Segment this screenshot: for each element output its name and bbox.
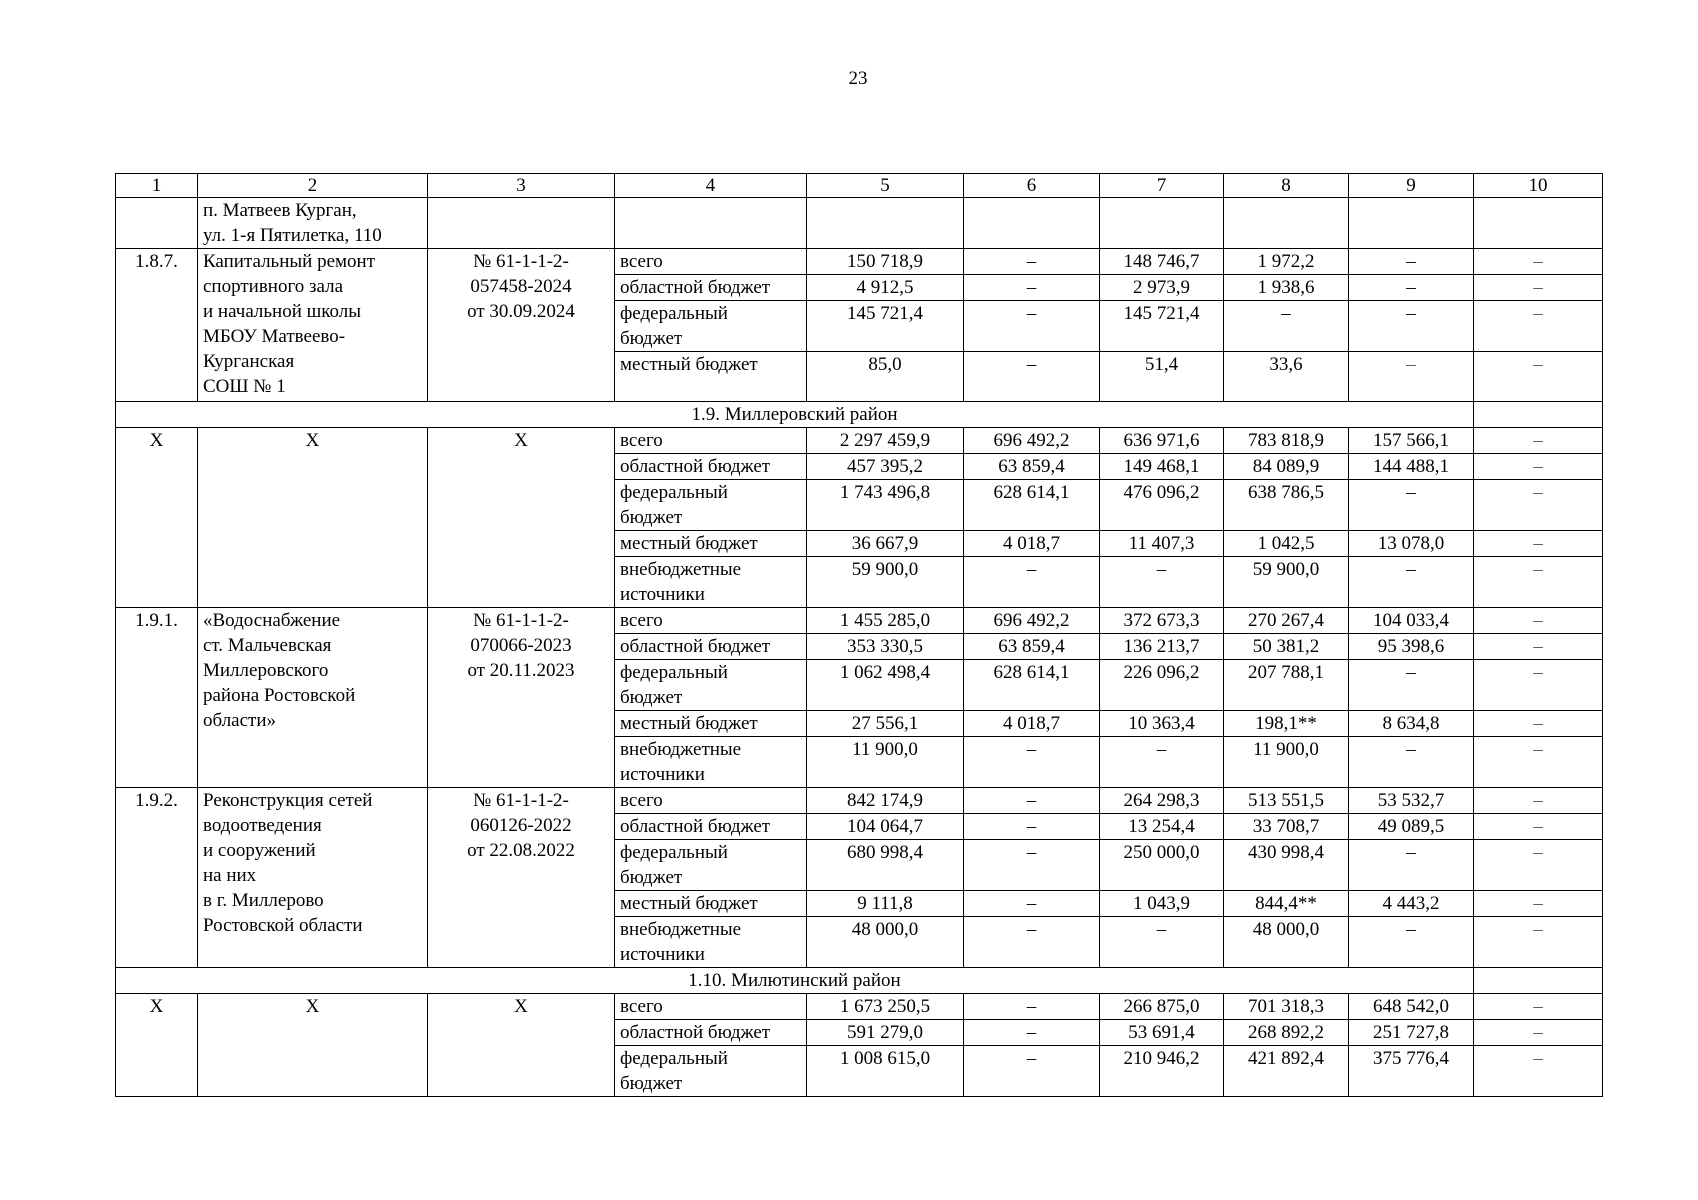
amount-cell-col-5: 48 000,0 — [807, 917, 964, 968]
empty-cell — [1474, 968, 1603, 994]
amount-cell-col-10: – — [1474, 737, 1603, 788]
amount-cell-col-9: 375 776,4 — [1349, 1046, 1474, 1097]
funding-source-label: всего — [615, 428, 807, 454]
amount-cell-col-8: 11 900,0 — [1224, 737, 1349, 788]
funding-source-label: федеральный бюджет — [615, 480, 807, 531]
amount-cell-col-5: 842 174,9 — [807, 788, 964, 814]
empty-cell — [1474, 198, 1603, 249]
amount-cell-col-7: 636 971,6 — [1100, 428, 1224, 454]
amount-cell-col-7: 2 973,9 — [1100, 275, 1224, 301]
amount-cell-col-7: 266 875,0 — [1100, 994, 1224, 1020]
amount-cell-col-7: 250 000,0 — [1100, 840, 1224, 891]
object-number-cell: 1.9.2. — [116, 788, 198, 968]
funding-source-label: местный бюджет — [615, 711, 807, 737]
amount-cell-col-8: 59 900,0 — [1224, 557, 1349, 608]
amount-cell-col-10: – — [1474, 608, 1603, 634]
amount-cell-col-10: – — [1474, 454, 1603, 480]
column-number-7: 7 — [1100, 174, 1224, 198]
amount-cell-col-10: – — [1474, 352, 1603, 402]
empty-cell — [964, 198, 1100, 249]
column-number-row — [116, 174, 1603, 198]
funding-table — [115, 173, 1603, 1097]
document-ref-cell: Х — [428, 994, 615, 1097]
funding-source-label: внебюджетные источники — [615, 557, 807, 608]
amount-cell-col-9: – — [1349, 249, 1474, 275]
amount-cell-col-8: 84 089,9 — [1224, 454, 1349, 480]
amount-cell-col-5: 1 743 496,8 — [807, 480, 964, 531]
amount-cell-col-10: – — [1474, 891, 1603, 917]
amount-cell-col-7: – — [1100, 737, 1224, 788]
amount-cell-col-10: – — [1474, 711, 1603, 737]
object-number-cell: Х — [116, 428, 198, 608]
funding-source-label: внебюджетные источники — [615, 737, 807, 788]
amount-cell-col-5: 59 900,0 — [807, 557, 964, 608]
amount-cell-col-10: – — [1474, 634, 1603, 660]
amount-cell-col-10: – — [1474, 660, 1603, 711]
empty-cell — [1349, 198, 1474, 249]
amount-cell-col-6: 63 859,4 — [964, 454, 1100, 480]
section-title: 1.10. Милютинский район — [116, 968, 1474, 994]
funding-source-label: местный бюджет — [615, 531, 807, 557]
amount-cell-col-6: – — [964, 1020, 1100, 1046]
amount-cell-col-9: 104 033,4 — [1349, 608, 1474, 634]
amount-cell-col-7: 226 096,2 — [1100, 660, 1224, 711]
amount-cell-col-6: – — [964, 275, 1100, 301]
empty-cell — [1100, 198, 1224, 249]
funding-source-label: областной бюджет — [615, 634, 807, 660]
amount-cell-col-8: 844,4** — [1224, 891, 1349, 917]
amount-cell-col-10: – — [1474, 275, 1603, 301]
amount-cell-col-5: 1 062 498,4 — [807, 660, 964, 711]
object-number-cell: Х — [116, 994, 198, 1097]
amount-cell-col-5: 2 297 459,9 — [807, 428, 964, 454]
object-name-cell: п. Матвеев Курган, ул. 1-я Пятилетка, 110 — [198, 198, 428, 249]
amount-cell-col-5: 591 279,0 — [807, 1020, 964, 1046]
amount-cell-col-9: – — [1349, 737, 1474, 788]
amount-cell-col-5: 4 912,5 — [807, 275, 964, 301]
amount-cell-col-5: 145 721,4 — [807, 301, 964, 352]
amount-cell-col-7: 136 213,7 — [1100, 634, 1224, 660]
amount-cell-col-9: – — [1349, 917, 1474, 968]
column-number-1: 1 — [116, 174, 198, 198]
amount-cell-col-9: 95 398,6 — [1349, 634, 1474, 660]
amount-cell-col-7: 10 363,4 — [1100, 711, 1224, 737]
empty-cell — [1474, 402, 1603, 428]
amount-cell-col-10: – — [1474, 917, 1603, 968]
amount-cell-col-5: 1 673 250,5 — [807, 994, 964, 1020]
amount-cell-col-5: 27 556,1 — [807, 711, 964, 737]
object-number-cell: 1.9.1. — [116, 608, 198, 788]
amount-cell-col-10: – — [1474, 1020, 1603, 1046]
amount-cell-col-8: 638 786,5 — [1224, 480, 1349, 531]
amount-cell-col-9: – — [1349, 480, 1474, 531]
amount-cell-col-10: – — [1474, 249, 1603, 275]
amount-cell-col-8: 268 892,2 — [1224, 1020, 1349, 1046]
amount-cell-col-7: 476 096,2 — [1100, 480, 1224, 531]
section-header-row — [116, 968, 1603, 994]
amount-cell-col-9: 4 443,2 — [1349, 891, 1474, 917]
amount-cell-col-7: 53 691,4 — [1100, 1020, 1224, 1046]
amount-cell-col-6: – — [964, 840, 1100, 891]
funding-row — [116, 994, 1603, 1020]
amount-cell-col-6: 696 492,2 — [964, 608, 1100, 634]
amount-cell-col-6: 628 614,1 — [964, 480, 1100, 531]
amount-cell-col-5: 353 330,5 — [807, 634, 964, 660]
document-ref-cell: № 61-1-1-2- 060126-2022 от 22.08.2022 — [428, 788, 615, 968]
amount-cell-col-7: – — [1100, 917, 1224, 968]
funding-source-label: всего — [615, 249, 807, 275]
amount-cell-col-5: 457 395,2 — [807, 454, 964, 480]
amount-cell-col-6: 628 614,1 — [964, 660, 1100, 711]
column-number-3: 3 — [428, 174, 615, 198]
amount-cell-col-10: – — [1474, 1046, 1603, 1097]
amount-cell-col-8: 513 551,5 — [1224, 788, 1349, 814]
amount-cell-col-8: 783 818,9 — [1224, 428, 1349, 454]
amount-cell-col-10: – — [1474, 557, 1603, 608]
amount-cell-col-8: 421 892,4 — [1224, 1046, 1349, 1097]
section-header-row — [116, 402, 1603, 428]
amount-cell-col-8: 1 972,2 — [1224, 249, 1349, 275]
page-number: 23 — [848, 68, 868, 89]
funding-source-label: местный бюджет — [615, 352, 807, 402]
funding-source-label: внебюджетные источники — [615, 917, 807, 968]
amount-cell-col-6: – — [964, 557, 1100, 608]
amount-cell-col-5: 85,0 — [807, 352, 964, 402]
continuation-row — [116, 198, 1603, 249]
amount-cell-col-5: 1 455 285,0 — [807, 608, 964, 634]
amount-cell-col-7: 210 946,2 — [1100, 1046, 1224, 1097]
amount-cell-col-8: 701 318,3 — [1224, 994, 1349, 1020]
amount-cell-col-8: – — [1224, 301, 1349, 352]
amount-cell-col-5: 1 008 615,0 — [807, 1046, 964, 1097]
amount-cell-col-9: 53 532,7 — [1349, 788, 1474, 814]
column-number-5: 5 — [807, 174, 964, 198]
object-name-cell: Х — [198, 428, 428, 608]
amount-cell-col-6: – — [964, 301, 1100, 352]
amount-cell-col-9: – — [1349, 301, 1474, 352]
column-number-9: 9 — [1349, 174, 1474, 198]
amount-cell-col-7: 13 254,4 — [1100, 814, 1224, 840]
column-number-4: 4 — [615, 174, 807, 198]
amount-cell-col-6: – — [964, 814, 1100, 840]
amount-cell-col-9: 251 727,8 — [1349, 1020, 1474, 1046]
amount-cell-col-6: – — [964, 788, 1100, 814]
amount-cell-col-5: 36 667,9 — [807, 531, 964, 557]
amount-cell-col-10: – — [1474, 531, 1603, 557]
amount-cell-col-7: 372 673,3 — [1100, 608, 1224, 634]
amount-cell-col-6: – — [964, 994, 1100, 1020]
amount-cell-col-7: 149 468,1 — [1100, 454, 1224, 480]
amount-cell-col-9: 648 542,0 — [1349, 994, 1474, 1020]
amount-cell-col-6: – — [964, 249, 1100, 275]
amount-cell-col-6: – — [964, 917, 1100, 968]
amount-cell-col-7: 148 746,7 — [1100, 249, 1224, 275]
amount-cell-col-10: – — [1474, 840, 1603, 891]
amount-cell-col-9: – — [1349, 840, 1474, 891]
amount-cell-col-10: – — [1474, 480, 1603, 531]
funding-source-label: федеральный бюджет — [615, 840, 807, 891]
amount-cell-col-9: 8 634,8 — [1349, 711, 1474, 737]
amount-cell-col-8: 1 938,6 — [1224, 275, 1349, 301]
funding-source-label: федеральный бюджет — [615, 301, 807, 352]
amount-cell-col-8: 1 042,5 — [1224, 531, 1349, 557]
amount-cell-col-7: 11 407,3 — [1100, 531, 1224, 557]
object-name-cell: Х — [198, 994, 428, 1097]
document-ref-cell: № 61-1-1-2- 057458-2024 от 30.09.2024 — [428, 249, 615, 402]
funding-source-label: всего — [615, 788, 807, 814]
amount-cell-col-5: 104 064,7 — [807, 814, 964, 840]
amount-cell-col-5: 680 998,4 — [807, 840, 964, 891]
amount-cell-col-10: – — [1474, 301, 1603, 352]
funding-source-label: областной бюджет — [615, 814, 807, 840]
column-number-6: 6 — [964, 174, 1100, 198]
amount-cell-col-9: – — [1349, 557, 1474, 608]
funding-source-label: федеральный бюджет — [615, 660, 807, 711]
amount-cell-col-7: 145 721,4 — [1100, 301, 1224, 352]
amount-cell-col-8: 430 998,4 — [1224, 840, 1349, 891]
empty-cell — [428, 198, 615, 249]
column-number-8: 8 — [1224, 174, 1349, 198]
amount-cell-col-9: 144 488,1 — [1349, 454, 1474, 480]
amount-cell-col-8: 48 000,0 — [1224, 917, 1349, 968]
amount-cell-col-7: 1 043,9 — [1100, 891, 1224, 917]
amount-cell-col-9: – — [1349, 275, 1474, 301]
amount-cell-col-10: – — [1474, 788, 1603, 814]
amount-cell-col-6: – — [964, 737, 1100, 788]
amount-cell-col-8: 270 267,4 — [1224, 608, 1349, 634]
amount-cell-col-8: 50 381,2 — [1224, 634, 1349, 660]
funding-row — [116, 608, 1603, 634]
funding-source-label: местный бюджет — [615, 891, 807, 917]
amount-cell-col-6: – — [964, 1046, 1100, 1097]
amount-cell-col-6: 63 859,4 — [964, 634, 1100, 660]
table-body — [116, 174, 1603, 1097]
amount-cell-col-5: 150 718,9 — [807, 249, 964, 275]
amount-cell-col-10: – — [1474, 428, 1603, 454]
funding-row — [116, 249, 1603, 275]
amount-cell-col-6: – — [964, 891, 1100, 917]
amount-cell-col-9: 13 078,0 — [1349, 531, 1474, 557]
amount-cell-col-6: 696 492,2 — [964, 428, 1100, 454]
amount-cell-col-9: – — [1349, 660, 1474, 711]
amount-cell-col-8: 33 708,7 — [1224, 814, 1349, 840]
funding-row — [116, 428, 1603, 454]
funding-source-label: областной бюджет — [615, 454, 807, 480]
amount-cell-col-7: 51,4 — [1100, 352, 1224, 402]
document-ref-cell: Х — [428, 428, 615, 608]
amount-cell-col-6: 4 018,7 — [964, 531, 1100, 557]
object-number-cell: 1.8.7. — [116, 249, 198, 402]
empty-cell — [615, 198, 807, 249]
funding-source-label: всего — [615, 608, 807, 634]
amount-cell-col-10: – — [1474, 994, 1603, 1020]
section-title: 1.9. Миллеровский район — [116, 402, 1474, 428]
funding-source-label: областной бюджет — [615, 275, 807, 301]
object-name-cell: Капитальный ремонт спортивного зала и начальной школы МБОУ Матвеево- Курганская СОШ № 1 — [198, 249, 428, 402]
object-name-cell: Реконструкция сетей водоотведения и сооружений на них в г. Миллерово Ростовской области — [198, 788, 428, 968]
column-number-10: 10 — [1474, 174, 1603, 198]
empty-cell — [1224, 198, 1349, 249]
amount-cell-col-9: – — [1349, 352, 1474, 402]
amount-cell-col-7: 264 298,3 — [1100, 788, 1224, 814]
amount-cell-col-6: 4 018,7 — [964, 711, 1100, 737]
funding-row — [116, 788, 1603, 814]
funding-source-label: федеральный бюджет — [615, 1046, 807, 1097]
amount-cell-col-8: 33,6 — [1224, 352, 1349, 402]
empty-cell — [807, 198, 964, 249]
column-number-2: 2 — [198, 174, 428, 198]
amount-cell-col-8: 207 788,1 — [1224, 660, 1349, 711]
object-number-cell — [116, 198, 198, 249]
amount-cell-col-5: 9 111,8 — [807, 891, 964, 917]
funding-source-label: областной бюджет — [615, 1020, 807, 1046]
amount-cell-col-7: – — [1100, 557, 1224, 608]
amount-cell-col-5: 11 900,0 — [807, 737, 964, 788]
object-name-cell: «Водоснабжение ст. Мальчевская Миллеровского района Ростовской области» — [198, 608, 428, 788]
amount-cell-col-8: 198,1** — [1224, 711, 1349, 737]
funding-source-label: всего — [615, 994, 807, 1020]
document-ref-cell: № 61-1-1-2- 070066-2023 от 20.11.2023 — [428, 608, 615, 788]
amount-cell-col-9: 49 089,5 — [1349, 814, 1474, 840]
amount-cell-col-6: – — [964, 352, 1100, 402]
amount-cell-col-9: 157 566,1 — [1349, 428, 1474, 454]
amount-cell-col-10: – — [1474, 814, 1603, 840]
